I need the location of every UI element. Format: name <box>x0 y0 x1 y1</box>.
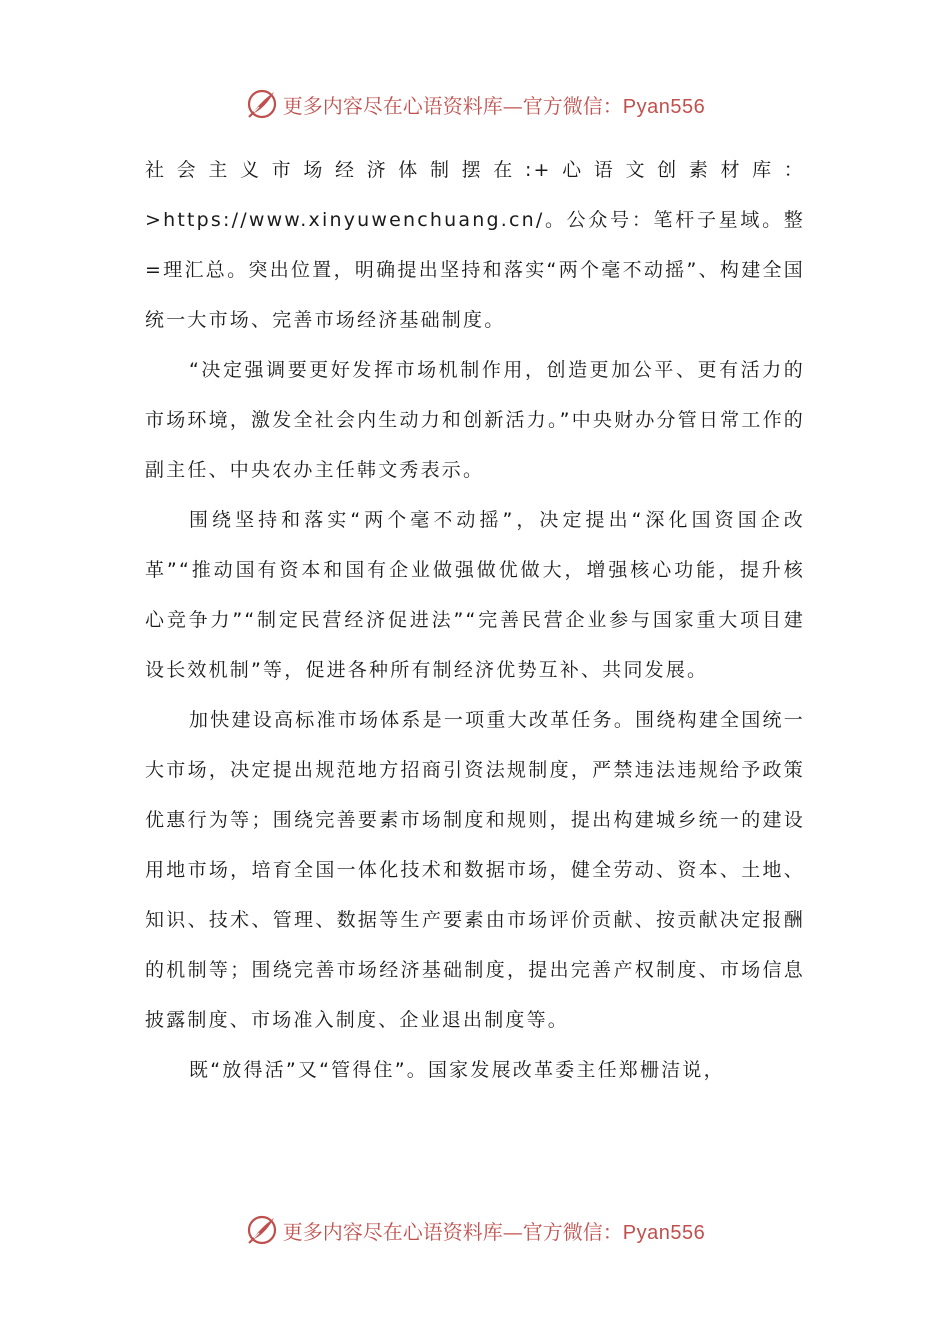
header-banner <box>0 84 950 124</box>
banner-wechat-id: Pyan556 <box>622 95 706 118</box>
banner-slogan: 更多内容尽在心语资料库—官方微信： <box>282 1219 623 1244</box>
paragraph-1: 社会主义市场经济体制摆在:+心语文创素材库：>https://www.xinyuwenchuang.cn/。公众号：笔杆子星域。整=理汇总。突出位置，明确提出坚持和落实“两个毫不动摇”、构建全国统一大市场、完善市场经济基础制度。 <box>145 159 805 331</box>
quill-pen-icon <box>245 1213 279 1247</box>
banner-wechat-id: Pyan556 <box>622 1221 706 1244</box>
paragraph-4: 加快建设高标准市场体系是一项重大改革任务。围绕构建全国统一大市场，决定提出规范地方招商引资法规制度，严禁违法违规给予政策优惠行为等；围绕完善要素市场制度和规则，提出构建城乡统一的建设用地市场，培育全国一体化技术和数据市场，健全劳动、资本、土地、知识、技术、管理、数据等生产要素由市场评价贡献、按贡献决定报酬的机制等；围绕完善市场经济基础制度，提出完善产权制度、市场信息披露制度、市场准入制度、企业退出制度等。 <box>145 709 805 1031</box>
quill-pen-icon <box>245 87 279 121</box>
paragraph-3: 围绕坚持和落实“两个毫不动摇”，决定提出“深化国资国企改革”“推动国有资本和国有企业做强做优做大，增强核心功能，提升核心竞争力”“制定民营经济促进法”“完善民营企业参与国家重大项目建设长效机制”等，促进各种所有制经济优势互补、共同发展。 <box>145 509 805 681</box>
article-body <box>145 145 805 1095</box>
footer-banner <box>0 1210 950 1250</box>
banner-slogan: 更多内容尽在心语资料库—官方微信： <box>282 93 623 118</box>
paragraph-5: 既“放得活”又“管得住”。国家发展改革委主任郑栅洁说， <box>189 1059 725 1081</box>
paragraph-2: “决定强调要更好发挥市场机制作用，创造更加公平、更有活力的市场环境，激发全社会内生动力和创新活力。”中央财办分管日常工作的副主任、中央农办主任韩文秀表示。 <box>145 359 805 481</box>
